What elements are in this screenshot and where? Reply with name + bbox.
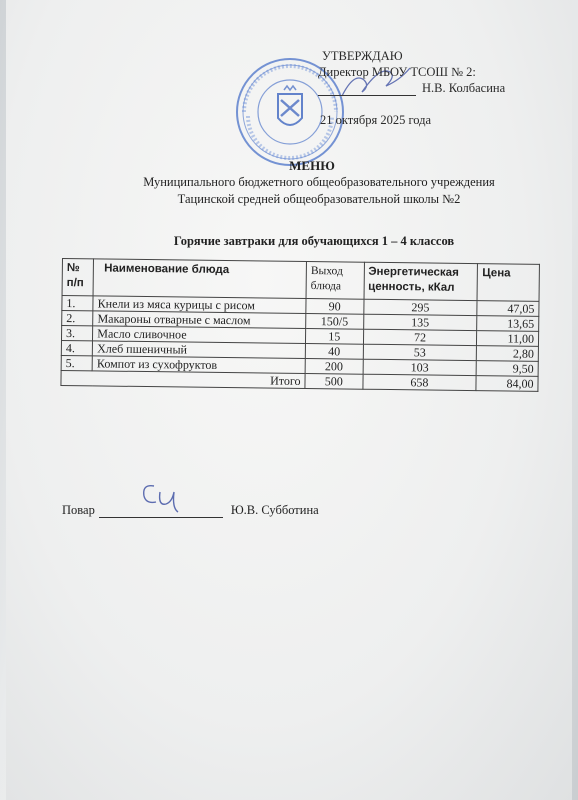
- total-energy: 658: [362, 374, 476, 390]
- cook-name: Ю.В. Субботина: [230, 503, 319, 517]
- header-no: № п/п: [62, 259, 94, 296]
- cell-no: 1.: [62, 296, 93, 311]
- cell-weight: 200: [305, 358, 363, 374]
- cook-signature-line: [99, 505, 223, 518]
- menu-subtitle: Горячие завтраки для обучающихся 1 – 4 классов: [173, 234, 455, 248]
- cell-name: Макароны отварные с маслом: [93, 311, 306, 329]
- approval-position: Директор МБОУ ТСОШ № 2:: [318, 65, 476, 79]
- approval-name: Н.В. Колбасина: [422, 81, 506, 95]
- cell-weight: 90: [306, 298, 364, 314]
- header-name: Наименование блюда: [93, 259, 306, 299]
- cell-name: Масло сливочное: [93, 326, 306, 344]
- total-price: 84,00: [476, 376, 538, 392]
- cell-energy: 53: [363, 344, 477, 360]
- cell-no: 4.: [61, 340, 92, 355]
- cell-price: 9,50: [477, 361, 539, 377]
- org-line-2: Тацинской средней общеобразовательной школы №2: [177, 192, 461, 206]
- cell-price: 13,65: [477, 316, 539, 332]
- cell-no: 5.: [61, 355, 92, 370]
- org-line-1: Муниципального бюджетного общеобразовательного учреждения: [143, 175, 495, 189]
- total-weight: 500: [305, 373, 363, 389]
- cell-energy: 135: [363, 314, 477, 330]
- cell-energy: 103: [363, 359, 477, 375]
- header-energy: Энергетическая ценность, кКал: [364, 262, 478, 300]
- cell-name: Кнели из мяса курицы с рисом: [93, 296, 306, 314]
- header-price: Цена: [477, 264, 539, 302]
- approval-block: [318, 48, 548, 128]
- table-header-row: [62, 259, 539, 302]
- total-label: Итого: [61, 370, 305, 388]
- cell-name: Хлеб пшеничный: [93, 341, 306, 359]
- document-title: [6, 158, 572, 208]
- signature-line: [318, 83, 416, 96]
- menu-table: [60, 258, 540, 392]
- cell-price: 11,00: [477, 331, 539, 347]
- cook-label: Повар: [62, 503, 95, 517]
- menu-heading: МЕНЮ: [289, 158, 335, 173]
- cell-no: 3.: [61, 326, 92, 341]
- cell-weight: 40: [305, 343, 363, 359]
- cook-signature-block: [62, 503, 319, 518]
- cell-energy: 72: [363, 329, 477, 345]
- cell-energy: 295: [363, 299, 477, 315]
- approval-date: 21 октября 2025 года: [320, 113, 432, 127]
- cell-weight: 15: [306, 328, 364, 344]
- approval-heading: УТВЕРЖДАЮ: [322, 49, 403, 63]
- header-weight: Выход блюда: [306, 261, 364, 299]
- document-sheet: [6, 0, 572, 800]
- cell-name: Компот из сухофруктов: [92, 356, 305, 374]
- cell-weight: 150/5: [306, 313, 364, 329]
- cell-price: 47,05: [477, 301, 539, 317]
- cell-price: 2,80: [477, 346, 539, 362]
- cell-no: 2.: [62, 311, 93, 326]
- approval-signature-line: [318, 80, 548, 96]
